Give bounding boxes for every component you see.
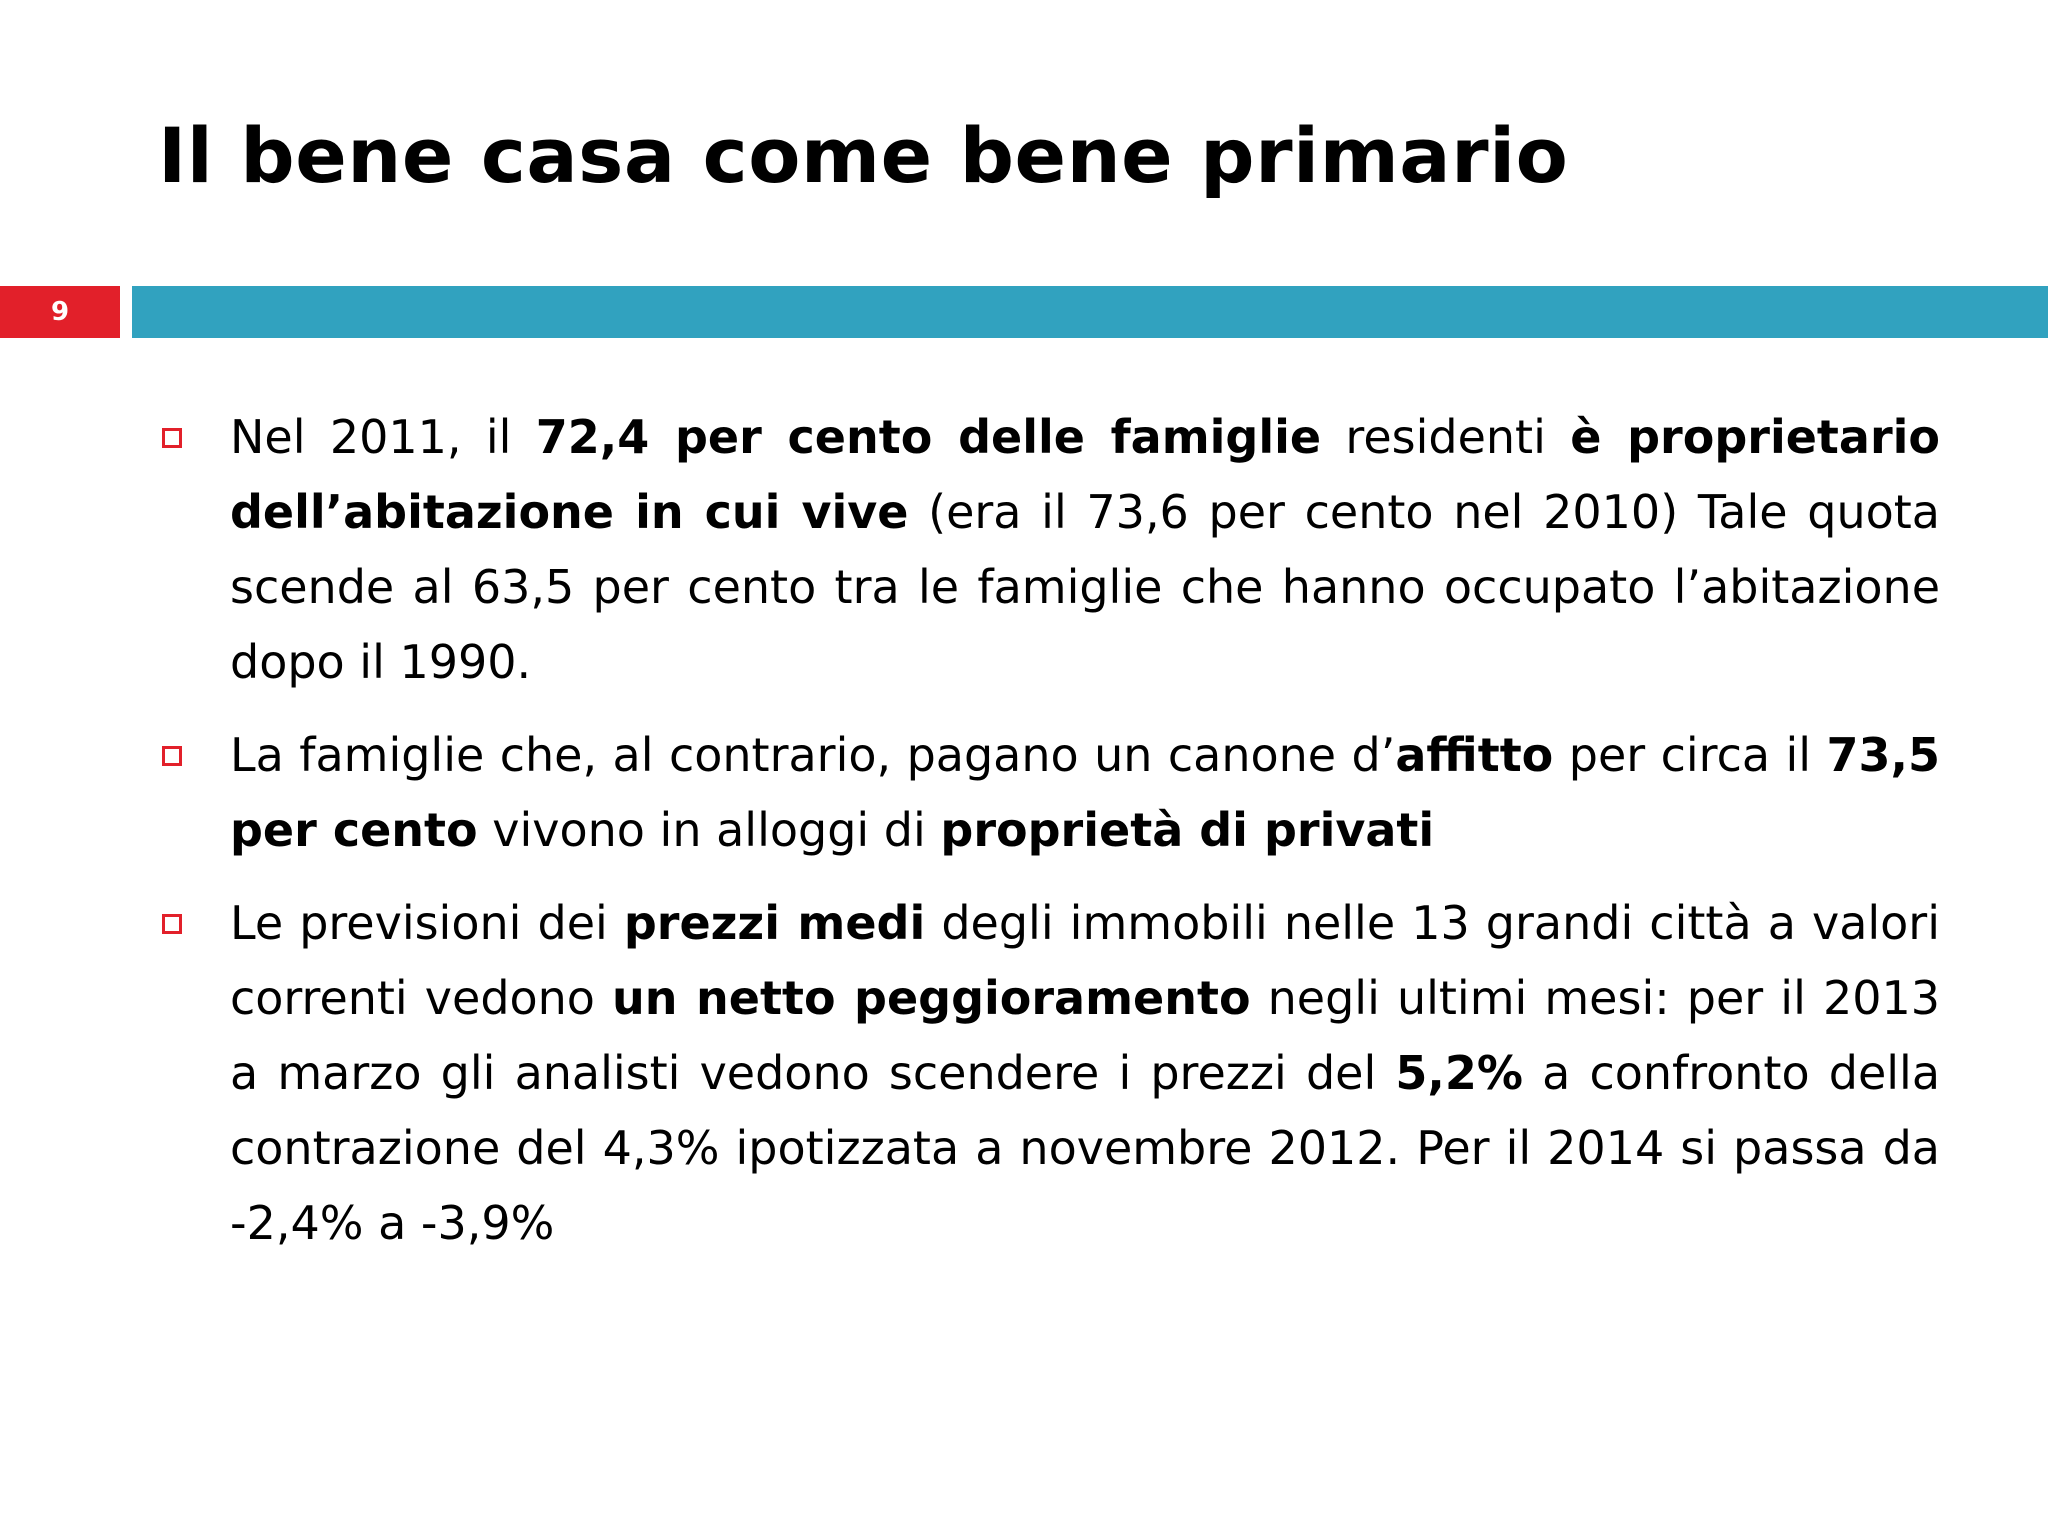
text-segment: negli ultimi mesi: per il 2013 a marzo gli analisti vedono scendere i prezzi del: [230, 971, 1941, 1100]
slide-number-badge: 9: [0, 286, 120, 338]
text-segment: per circa il: [1553, 728, 1827, 782]
bullet-text: [230, 896, 1940, 1250]
bullet-item: [158, 886, 1940, 1261]
text-segment: a confronto della contrazione del 4,3% ipotizzata a novembre 2012. Per il 2014 si passa da -2,4% a -3,9%: [230, 1046, 1941, 1250]
square-bullet-icon: [162, 746, 182, 766]
text-segment: degli immobili nelle 13 grandi città a valori correnti vedono: [230, 896, 1940, 1025]
bold-text-segment: un netto peggioramento: [612, 971, 1251, 1025]
bold-text-segment: 73,5 per cento: [230, 728, 1940, 857]
text-segment: vivono in alloggi di: [477, 803, 941, 857]
bullet-text: [230, 728, 1940, 857]
text-segment: La famiglie che, al contrario, pagano un canone d’: [230, 728, 1396, 782]
bold-text-segment: è proprietario dell’abitazione in cui vive: [230, 410, 1941, 539]
bold-text-segment: 5,2%: [1395, 1046, 1523, 1100]
square-bullet-icon: [162, 914, 182, 934]
text-segment: Le previsioni dei: [230, 896, 624, 950]
text-segment: residenti: [1321, 410, 1571, 464]
bold-text-segment: proprietà di privati: [940, 803, 1435, 857]
header-divider-bar: [132, 286, 2048, 338]
square-bullet-icon: [162, 428, 182, 448]
bullet-text: [230, 410, 1940, 689]
bold-text-segment: 72,4 per cento delle famiglie: [535, 410, 1322, 464]
text-segment: Nel 2011, il: [230, 410, 536, 464]
bold-text-segment: prezzi medi: [623, 896, 926, 950]
bullet-list: [158, 400, 1940, 1279]
text-segment: (era il 73,6 per cento nel 2010) Tale quota scende al 63,5 per cento tra le famiglie che hanno occupato l’abitazione dopo il 1990.: [230, 485, 1940, 689]
slide-title: Il bene casa come bene primario: [158, 111, 1569, 200]
bold-text-segment: affitto: [1395, 728, 1554, 782]
bullet-item: [158, 718, 1940, 868]
bullet-item: [158, 400, 1940, 700]
